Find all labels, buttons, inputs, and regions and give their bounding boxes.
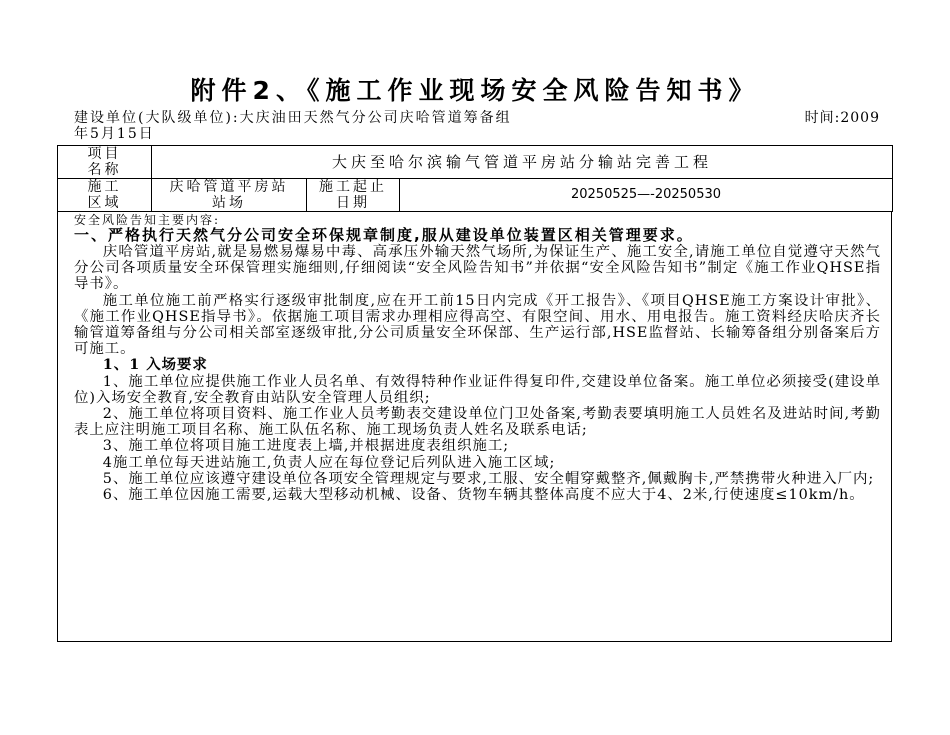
document-title: 附件2、《施工作业现场安全风险告知书》 bbox=[190, 76, 760, 105]
document-meta bbox=[74, 110, 884, 142]
project-name-value: 大庆至哈尔滨输气管道平房站分输站完善工程 bbox=[152, 146, 893, 179]
period-value: 20250525—-20250530 bbox=[400, 179, 893, 212]
entry-requirements-heading: 1、1 入场要求 bbox=[102, 356, 208, 374]
area-value: 庆哈管道平房站站场 bbox=[152, 179, 307, 212]
section-heading: 一、严格执行天然气分公司安全环保规章制度,服从建设单位装置区相关管理要求。 bbox=[74, 226, 694, 244]
requirement-2: 2、施工单位将项目资料、施工作业人员考勤表交建设单位门卫处备案,考勤表要填明施工人员姓名及进站时间,考勤表上应注明施工项目名称、施工队伍名称、施工现场负责人姓名及联系电话; bbox=[74, 406, 881, 439]
info-table bbox=[57, 145, 893, 212]
construction-unit: 建设单位(大队级单位):大庆油田天然气分公司庆哈管道筹备组 bbox=[74, 110, 512, 126]
requirement-4: 4施工单位每天进站施工,负责人应在每位登记后列队进入施工区域; bbox=[102, 454, 556, 471]
date-label: 时间:2009 bbox=[804, 110, 880, 126]
risk-notice-content bbox=[57, 212, 892, 642]
requirement-5: 5、施工单位应该遵守建设单位各项安全管理规定与要求,工服、安全帽穿戴整齐,佩戴胸卡,严禁携带火种进入厂内; bbox=[102, 470, 875, 487]
paragraph-2: 施工单位施工前严格实行逐级审批制度,应在开工前15日内完成《开工报告》、《项目QHSE施工方案设计审批》、《施工作业QHSE指导书》。依据施工项目需求办理相应得高空、有限空间、用水、用电报告。施工资料经庆哈庆齐长输管道筹备组与分公司相关部室逐级审批,分公司质量安全环保部、生产运行部,HSE监督站、长输筹备组分别备案后方可施工。 bbox=[74, 292, 881, 358]
project-name-label: 项目名称 bbox=[58, 146, 152, 179]
period-label: 施工起止日期 bbox=[307, 179, 400, 212]
requirement-1: 1、施工单位应提供施工作业人员名单、有效得特种作业证件得复印件,交建设单位备案。施工单位必须接受(建设单位)入场安全教育,安全教育由站队安全管理人员组织; bbox=[74, 373, 881, 406]
content-subtitle: 安全风险告知主要内容: bbox=[74, 213, 221, 227]
requirement-3: 3、施工单位将项目施工进度表上墙,并根据进度表组织施工; bbox=[102, 438, 510, 455]
area-label: 施工区域 bbox=[58, 179, 152, 212]
paragraph-1: 庆哈管道平房站,就是易燃易爆易中毒、高承压外输天然气场所,为保证生产、施工安全,请施工单位自觉遵守天然气分公司各项质量安全环保管理实施细则,仔细阅读“安全风险告知书”并依据“安全风险告知书”制定《施工作业QHSE指导书》。 bbox=[74, 244, 881, 293]
requirement-6: 6、施工单位因施工需要,运载大型移动机械、设备、货物车辆其整体高度不应大于4、2米,行使速度≤10km/h。 bbox=[102, 487, 865, 504]
date-continuation: 年5月15日 bbox=[74, 126, 155, 142]
